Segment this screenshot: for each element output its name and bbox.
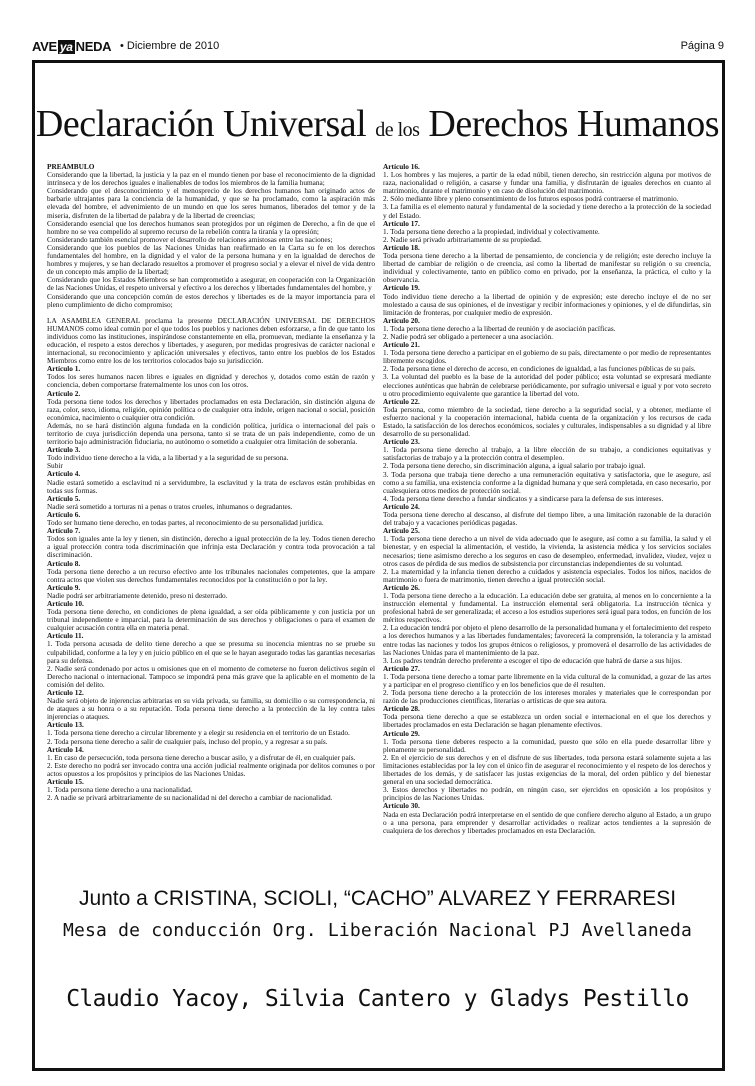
article-paragraph: Toda persona tiene derecho a un recurso efectivo ante los tribunales nacionales competentes, que la ampare contra actos que violen sus derechos fundamentales reconocidos por la constitución o por la ley. [47, 566, 375, 584]
article-paragraph: 3. La voluntad del pueblo es la base de la autoridad del poder público; esta voluntad se expresará mediante elecciones auténticas que habrán de celebrarse periódicamente, por sufragio universal e igual y por voto secreto u otro procedimiento equivalente que garantice la libertad del voto. [383, 372, 711, 398]
article-heading: Artículo 9. [47, 582, 81, 592]
left-text-column [47, 163, 375, 881]
article-paragraph: Considerando que la libertad, la justicia y la paz en el mundo tienen por base el reconocimiento de la dignidad intrínseca y de los derechos iguales e inalienables de todos los miembros de la familia humana; [47, 170, 375, 188]
footer-line-organization: Mesa de conducción Org. Liberación Nacional PJ Avellaneda [62, 920, 693, 941]
article-heading: Artículo 14. [47, 744, 84, 754]
article-heading: Artículo 7. [47, 526, 81, 536]
article-heading: Artículo 28. [383, 704, 420, 714]
article-paragraph: 2. Este derecho no podrá ser invocado contra una acción judicial realmente originada por delitos comunes o por actos opuestos a los propósitos y principios de las Naciones Unidas. [47, 760, 375, 778]
article-paragraph: Toda persona tiene todos los derechos y libertades proclamados en esta Declaración, sin distinción alguna de raza, color, sexo, idioma, religión, opinión política o de cualquier otra índole, origen nacional o social, posición económica, nacimiento o cualquier otra condición. [47, 396, 375, 422]
article-paragraph: 1. Toda persona tiene derecho a una nacionalidad. [47, 785, 193, 795]
article-paragraph: Considerando que una concepción común de estos derechos y libertades es de la mayor importancia para el pleno cumplimiento de dicho compromiso; [47, 291, 375, 309]
article-paragraph: Considerando esencial que los derechos humanos sean protegidos por un régimen de Derecho, a fin de que el hombre no se vea compelido al supremo recurso de la rebelión contra la tiranía y la opresión; [47, 218, 375, 236]
article-paragraph: 2. Toda persona tiene el derecho de acceso, en condiciones de igualdad, a las funciones públicas de su país. [383, 364, 696, 374]
page-header [32, 39, 724, 55]
article-paragraph: 3. Los padres tendrán derecho preferente a escoger el tipo de educación que habrá de darse a sus hijos. [383, 655, 683, 665]
article-heading: Artículo 16. [383, 163, 420, 171]
article-paragraph: Considerando que los pueblos de las Naciones Unidas han reafirmado en la Carta su fe en los derechos fundamentales del hombre, en la dignidad y el valor de la persona humana y en la igualdad de derechos de hombres y mujeres, y se han declarado resueltos a promover el progreso social y a elevar el nivel de vida dentro de un concepto más amplio de la libertad; [47, 242, 375, 277]
article-paragraph: 1. Toda persona tiene derecho a un nivel de vida adecuado que le asegure, así como a su familia, la salud y el bienestar, y en especial la alimentación, el vestido, la vivienda, la asistencia médica y los servicios sociales necesarios; tiene asimismo derecho a los seguros en caso de desempleo, enfermedad, invalidez, viudez, vejez u otros casos de pérdida de sus medios de subsistencia por circunstancias independientes de su voluntad. [383, 534, 711, 568]
article-paragraph: 1. Toda persona tiene derecho a la libertad de reunión y de asociación pacíficas. [383, 323, 616, 333]
article-heading: Artículo 30. [383, 801, 420, 811]
article-heading: Artículo 20. [383, 315, 420, 325]
article-paragraph: 2. Toda persona tiene derecho a salir de cualquier país, incluso del propio, y a regresar a su país. [47, 736, 328, 746]
article-heading: PREÁMBULO [47, 163, 95, 171]
article-heading: Artículo 11. [47, 631, 84, 641]
article-heading: Artículo 19. [383, 283, 420, 293]
article-paragraph: 1. Toda persona tiene derecho al trabajo, a la libre elección de su trabajo, a condiciones equitativas y satisfactorias de trabajo y a la protección contra el desempleo. [383, 445, 711, 463]
article-paragraph: 1. Toda persona acusada de delito tiene derecho a que se presuma su inocencia mientras no se pruebe su culpabilidad, conforme a la ley y en juicio público en el que se le hayan asegurado todas las garantías necesarias para su defensa. [47, 639, 375, 665]
article-heading: Artículo 22. [383, 396, 420, 406]
article-paragraph: 1. Toda persona tiene derecho a circular libremente y a elegir su residencia en el territorio de un Estado. [47, 728, 350, 738]
article-heading: Artículo 26. [383, 582, 420, 592]
article-heading: Artículo 13. [47, 720, 84, 730]
page-title: Declaración Universal de los Derechos Humanos [35, 103, 720, 145]
article-paragraph: Subir [47, 461, 63, 471]
article-heading: Artículo 17. [383, 218, 420, 228]
article-heading: Artículo 12. [47, 688, 84, 697]
article-paragraph: 2. A nadie se privará arbitrariamente de su nacionalidad ni del derecho a cambiar de nacionalidad. [47, 793, 333, 803]
article-paragraph: Considerando que el desconocimiento y el menosprecio de los derechos humanos han originado actos de barbarie ultrajantes para la conciencia de la humanidad, y que se ha proclamado, como la aspiración más elevada del hombre, el advenimiento de un mundo en que los seres humanos, liberados del temor y de la miseria, disfruten de la libertad de palabra y de la libertad de creencias; [47, 186, 375, 220]
issue-date: • Diciembre de 2010 [120, 40, 220, 52]
article-heading: Artículo 18. [383, 242, 420, 252]
article-paragraph: 1. Toda persona tiene derecho a la propiedad, individual y colectivamente. [383, 226, 600, 236]
article-heading: Artículo 21. [383, 340, 420, 350]
article-paragraph: 2. Nadie podrá ser obligado a pertenecer a una asociación. [383, 331, 553, 341]
article-paragraph: 3. La familia es el elemento natural y fundamental de la sociedad y tiene derecho a la protección de la sociedad y del Estado. [383, 202, 711, 220]
article-paragraph: Toda persona tiene derecho, en condiciones de plena igualdad, a ser oída públicamente y con justicia por un tribunal independiente e imparcial, para la determinación de sus derechos y obligaciones o para el examen de cualquier acusación contra ella en materia penal. [47, 607, 375, 633]
article-heading: Artículo 24. [383, 501, 420, 511]
article-paragraph: Toda persona tiene derecho a la libertad de pensamiento, de conciencia y de religión; este derecho incluye la libertad de cambiar de religión o de creencia, así como la libertad de manifestar su religión o su creencia, individual y colectivamente, tanto en público como en privado, por la enseñanza, la práctica, el culto y la observancia. [383, 251, 711, 285]
article-paragraph: 1. Toda persona tiene derecho a tomar parte libremente en la vida cultural de la comunidad, a gozar de las artes y a participar en el progreso científico y en los beneficios que de él resulten. [383, 671, 711, 689]
article-heading: Artículo 23. [383, 437, 420, 447]
article-paragraph: 1. Toda persona tiene derecho a participar en el gobierno de su país, directamente o por medio de representantes libremente escogidos. [383, 348, 711, 366]
article-heading: Artículo 15. [47, 777, 84, 787]
footer-line-names: Claudio Yacoy, Silvia Cantero y Gladys Pestillo [66, 986, 689, 1012]
article-paragraph: 2. Nadie será privado arbitrariamente de su propiedad. [383, 234, 542, 244]
article-paragraph: 2. La maternidad y la infancia tienen derecho a cuidados y asistencia especiales. Todos los niños, nacidos de matrimonio o fuera de matrimonio, tienen derecho a igual protección social. [383, 566, 711, 584]
article-paragraph: Nadie será objeto de injerencias arbitrarias en su vida privada, su familia, su domicilio o su correspondencia, ni de ataques a su honra o a su reputación. Toda persona tiene derecho a la protección de la ley contra tales injerencias o ataques. [47, 696, 375, 722]
article-paragraph: Todo ser humano tiene derecho, en todas partes, al reconocimiento de su personalidad jurídica. [47, 518, 324, 528]
right-text-column [383, 163, 711, 881]
newspaper-logo: AVE ya NEDA [32, 39, 112, 54]
article-heading: Artículo 27. [383, 663, 420, 673]
article-paragraph: 2. La educación tendrá por objeto el pleno desarrollo de la personalidad humana y el fortalecimiento del respeto a los derechos humanos y a las libertades fundamentales; favorecerá la comprensión, la tolerancia y la amistad entre todas las naciones y todos los grupos étnicos o religiosos, y promoverá el desarrollo de las actividades de las Naciones Unidas para el mantenimiento de la paz. [383, 623, 711, 657]
article-paragraph: Toda persona tiene derecho a que se establezca un orden social e internacional en el que los derechos y libertades proclamados en esta Declaración se hagan plenamente efectivos. [383, 712, 711, 730]
article-paragraph: Considerando que los Estados Miembros se han comprometido a asegurar, en cooperación con la Organización de las Naciones Unidas, el respeto universal y efectivo a los derechos y libertades fundamentales del hombre, y [47, 275, 375, 293]
article-paragraph: 3. Toda persona que trabaja tiene derecho a una remuneración equitativa y satisfactoria, que le asegure, así como a su familia, una existencia conforme a la dignidad humana y que será completada, en caso necesario, por cualesquiera otros medios de protección social. [383, 469, 711, 495]
article-paragraph: Nadie estará sometido a esclavitud ni a servidumbre, la esclavitud y la trata de esclavos están prohibidas en todas sus formas. [47, 477, 375, 495]
article-heading: Artículo 8. [47, 558, 81, 568]
article-heading: Artículo 3. [47, 445, 81, 455]
article-paragraph: Considerando también esencial promover el desarrollo de relaciones amistosas entre las naciones; [47, 234, 333, 244]
article-paragraph: Toda persona, como miembro de la sociedad, tiene derecho a la seguridad social, y a obtener, mediante el esfuerzo nacional y la cooperación internacional, habida cuenta de la organización y los recursos de cada Estado, la satisfacción de los derechos económicos, sociales y culturales, indispensables a su dignidad y al libre desarrollo de su personalidad. [383, 404, 711, 439]
article-paragraph: LA ASAMBLEA GENERAL proclama la presente DECLARACIÓN UNIVERSAL DE DERECHOS HUMANOS como ideal común por el que todos los pueblos y naciones deben esforzarse, a fin de que tanto los individuos como las instituciones, inspirándose constantemente en ella, promuevan, mediante la enseñanza y la educación, el respeto a estos derechos y libertades, y aseguren, por medidas progresivas de carácter nacional e internacional, su reconocimiento y aplicación universales y efectivos, tanto entre los pueblos de los Estados Miembros como entre los de los territorios colocados bajo su jurisdicción. [47, 315, 375, 366]
article-paragraph: Todos los seres humanos nacen libres e iguales en dignidad y derechos y, dotados como están de razón y conciencia, deben comportarse fraternalmente los unos con los otros. [47, 372, 375, 390]
article-paragraph: 4. Toda persona tiene derecho a fundar sindicatos y a sindicarse para la defensa de sus intereses. [383, 493, 664, 503]
article-paragraph: 1. En caso de persecución, toda persona tiene derecho a buscar asilo, y a disfrutar de él, en cualquier país. [47, 752, 356, 762]
article-paragraph: Nadie será sometido a torturas ni a penas o tratos crueles, inhumanos o degradantes. [47, 501, 293, 511]
article-heading: Artículo 10. [47, 598, 84, 608]
article-heading: Artículo 2. [47, 388, 81, 398]
article-paragraph: Todo individuo tiene derecho a la vida, a la libertad y a la seguridad de su persona. [47, 453, 289, 463]
article-paragraph: 1. Toda persona tiene deberes respecto a la comunidad, puesto que sólo en ella puede desarrollar libre y plenamente su personalidad. [383, 736, 711, 754]
article-paragraph: 2. Toda persona tiene derecho a la protección de los intereses morales y materiales que le correspondan por razón de las producciones científicas, literarias o artísticas de que sea autora. [383, 688, 711, 706]
article-heading: Artículo 1. [47, 364, 81, 374]
article-paragraph: 2. Nadie será condenado por actos u omisiones que en el momento de cometerse no fueron delictivos según el Derecho nacional o internacional. Tampoco se impondrá pena más grave que la aplicable en el momento de la comisión del delito. [47, 663, 375, 689]
article-heading: Artículo 4. [47, 469, 81, 479]
article-heading: Artículo 5. [47, 493, 81, 503]
article-heading: Artículo 6. [47, 509, 81, 519]
article-paragraph: 1. Toda persona tiene derecho a la educación. La educación debe ser gratuita, al menos en lo concerniente a la instrucción elemental y fundamental. La instrucción elemental será obligatoria. La instrucción técnica y profesional habrá de ser generalizada; el acceso a los estudios superiores será igual para todos, en función de los méritos respectivos. [383, 590, 711, 625]
article-heading: Artículo 25. [383, 526, 420, 536]
article-heading: Artículo 29. [383, 728, 420, 738]
article-paragraph: Todo individuo tiene derecho a la libertad de opinión y de expresión; este derecho incluye el de no ser molestado a causa de sus opiniones, el de investigar y recibir informaciones y opiniones, y el de difundirlas, sin limitación de fronteras, por cualquier medio de expresión. [383, 291, 711, 317]
article-paragraph: 3. Estos derechos y libertades no podrán, en ningún caso, ser ejercidos en oposición a los propósitos y principios de las Naciones Unidas. [383, 785, 711, 803]
article-paragraph: 2. Toda persona tiene derecho, sin discriminación alguna, a igual salario por trabajo igual. [383, 461, 646, 471]
page-number: Página 9 [680, 40, 724, 52]
footer-line-support: Junto a CRISTINA, SCIOLI, “CACHO” ALVAREZ Y FERRARESI [78, 887, 677, 910]
article-paragraph: Nada en esta Declaración podrá interpretarse en el sentido de que confiere derecho alguno al Estado, a un grupo o a una persona, para emprender y desarrollar actividades o realizar actos tendientes a la supresión de cualquiera de los derechos y libertades proclamados en esta Declaración. [383, 809, 711, 835]
article-paragraph: Además, no se hará distinción alguna fundada en la condición política, jurídica o internacional del país o territorio de cuya jurisdicción dependa una persona, tanto si se trata de un país independiente, como de un territorio bajo administración fiduciaria, no autónomo o sometido a cualquier otra limitación de soberanía. [47, 420, 375, 447]
article-paragraph: 2. En el ejercicio de sus derechos y en el disfrute de sus libertades, toda persona estará solamente sujeta a las limitaciones establecidas por la ley con el único fin de asegurar el reconocimiento y el respeto de los derechos y libertades de los demás, y de satisfacer las justas exigencias de la moral, del orden público y del bienestar general en una sociedad democrática. [383, 752, 711, 787]
article-paragraph: Nadie podrá ser arbitrariamente detenido, preso ni desterrado. [47, 590, 228, 600]
article-paragraph: 2. Sólo mediante libre y pleno consentimiento de los futuros esposos podrá contraerse el matrimonio. [383, 194, 679, 204]
article-paragraph: 1. Los hombres y las mujeres, a partir de la edad núbil, tienen derecho, sin restricción alguna por motivos de raza, nacionalidad o religión, a casarse y fundar una familia, y disfrutarán de iguales derechos en cuanto al matrimonio, durante el matrimonio y en caso de disolución del matrimonio. [383, 170, 711, 196]
article-paragraph: Toda persona tiene derecho al descanso, al disfrute del tiempo libre, a una limitación razonable de la duración del trabajo y a vacaciones periódicas pagadas. [383, 510, 711, 528]
article-paragraph: Todos son iguales ante la ley y tienen, sin distinción, derecho a igual protección de la ley. Todos tienen derecho a igual protección contra toda discriminación que infrinja esta Declaración y contra toda provocación a tal discriminación. [47, 534, 375, 560]
